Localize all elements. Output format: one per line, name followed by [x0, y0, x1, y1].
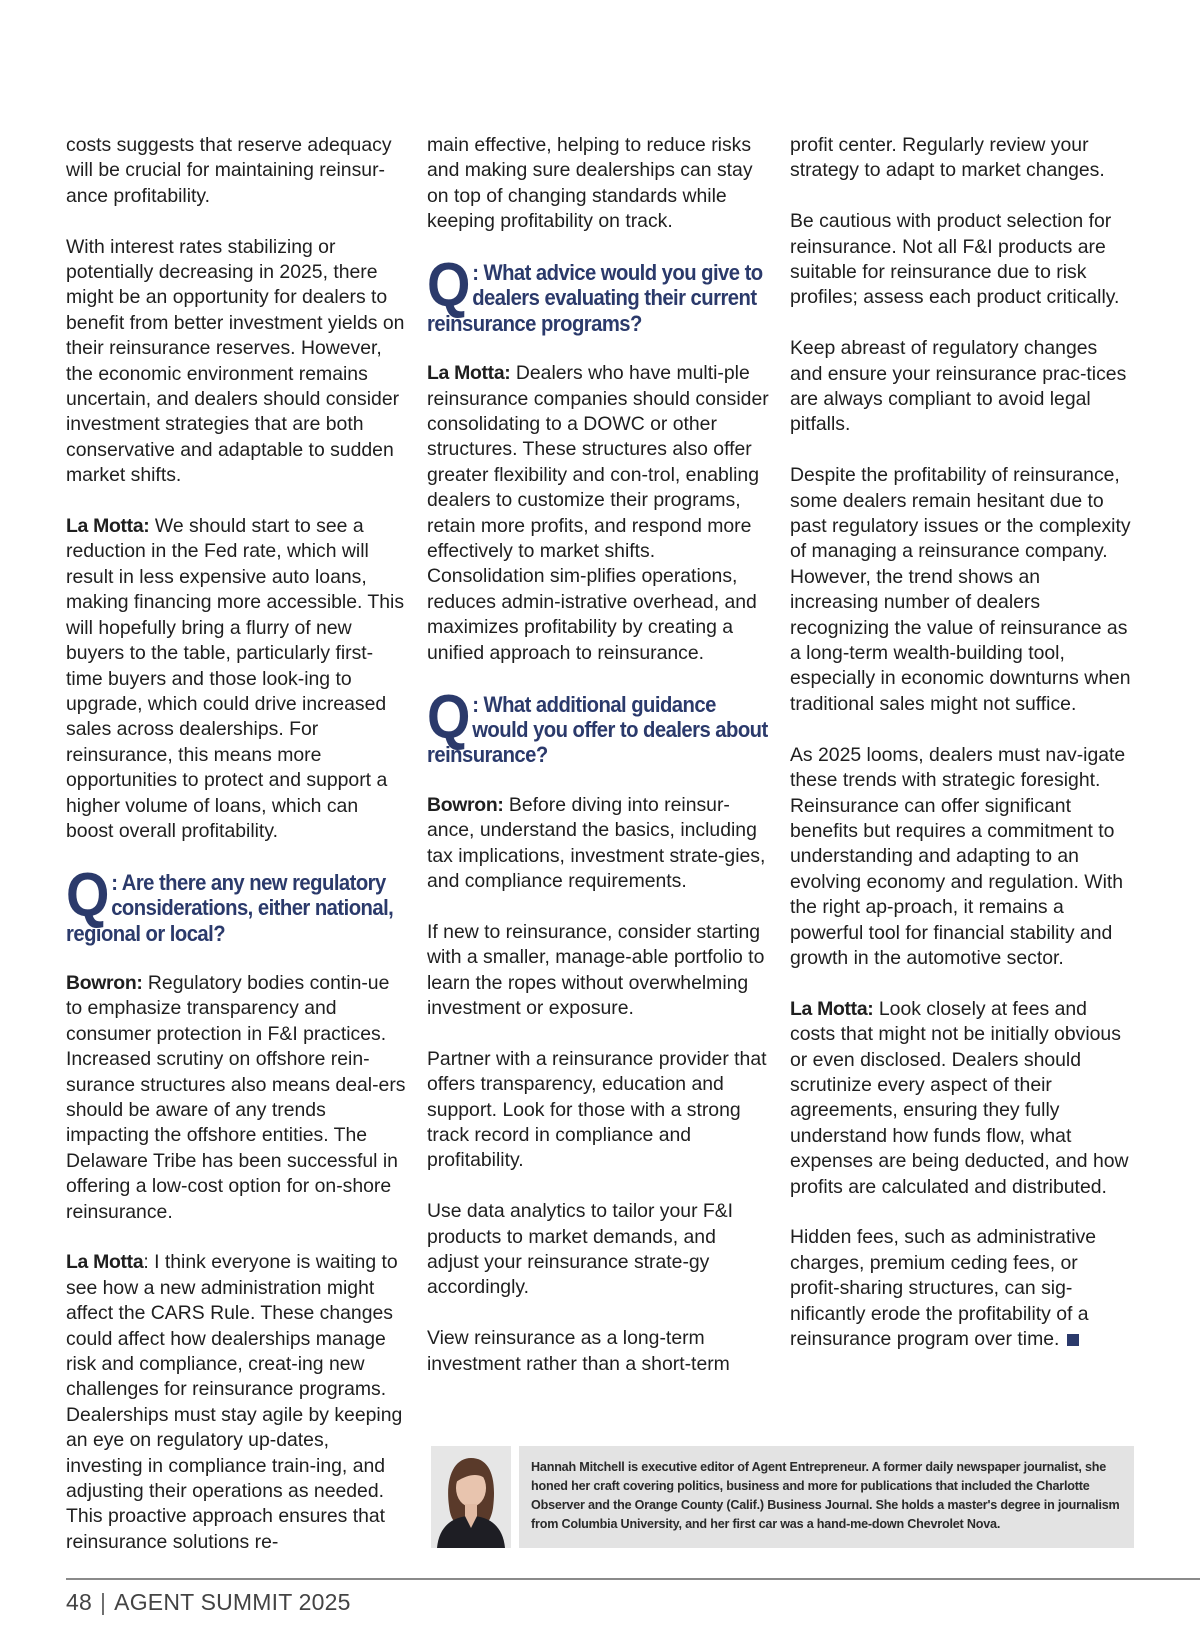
question-heading [66, 860, 413, 946]
page-number: 48 [66, 1589, 92, 1615]
paragraph-text: Regulatory bodies contin-ue to emphasize transparency and consumer protection in F&I practices. Increased scrutiny on offshore rein-surance structures also means deal-ers should be aware of any trends impacting the offshore entities. The Delaware Tribe has been successful in offering a low-cost option for on-shore reinsurance. [66, 971, 406, 1223]
speaker-name: Bowron: [427, 793, 504, 816]
paragraph [427, 361, 769, 666]
paragraph-text: Hidden fees, such as administrative charges, premium ceding fees, or profit-sharing structures, can sig-nificantly erode the profitability of a reinsurance program over time. [790, 1226, 1097, 1350]
paragraph: Keep abreast of regulatory changes and ensure your reinsurance prac-tices are always compliant to avoid legal pitfalls. [790, 337, 1127, 436]
paragraph [790, 1225, 1132, 1352]
paragraph: Despite the profitability of reinsurance, some dealers remain hesitant due to past regulatory issues or the complexity of managing a reinsurance company. However, the trend shows an increasing number of dealers recognizing the value of reinsurance as a long-term wealth-building tool, especially in economic downturns when traditional sales might not suffice. [790, 464, 1131, 715]
publication-name: AGENT SUMMIT 2025 [114, 1589, 351, 1615]
end-mark-icon [1067, 1334, 1079, 1346]
column-3 [790, 133, 1132, 1352]
author-bio-text: Hannah Mitchell is executive editor of Agent Entrepreneur. A former daily newspaper journalist, she honed her craft covering politics, business and more for publications that included the Charlotte Observer and the Orange County (Calif.) Business Journal. She holds a master's degree in journalism from Columbia University, and her first car was a hand-me-down Chevrolet Nova. [519, 1446, 1134, 1548]
question-letter: Q [427, 682, 469, 752]
paragraph: As 2025 looms, dealers must nav-igate these trends with strategic foresight. Reinsurance can offer significant benefits but requires a commitment to understanding and adapting to an evolving economy and regulation. With the right ap-proach, it remains a powerful tool for financial stability and growth in the automotive sector. [790, 743, 1126, 969]
author-bio [431, 1446, 1134, 1548]
question-heading [427, 251, 774, 336]
question-text: : What additional guidance would you offer to dealers about reinsurance? [427, 691, 768, 768]
paragraph: With interest rates stabilizing or potentially decreasing in 2025, there might be an opportunity for dealers to benefit from better investment yields on their reinsurance reserves. However, the economic environment remains uncertain, and dealers should consider investment strategies that are both conservative and adaptable to sudden market shifts. [66, 235, 405, 487]
paragraph-text: Look closely at fees and costs that might not be initially obvious or even disclosed. Dealers should scrutinize every aspect of their agreements, ensuring they fully understand how funds flow, what expenses are being deducted, and how profits are calculated and distributed. [790, 997, 1129, 1198]
column-1 [66, 133, 408, 1555]
paragraph [66, 1250, 408, 1555]
paragraph-text: : I think everyone is waiting to see how a new administration might affect the CARS Rule. These changes could affect how dealerships manage risk and compliance, creat-ing new challenges for reinsurance programs. Dealerships must stay agile by keeping an eye on regulatory up-dates, investing in compliance train-ing, and adjusting their operations as needed. This proactive approach ensures that reinsurance solutions re- [66, 1251, 403, 1553]
paragraph: Use data analytics to tailor your F&I products to market demands, and adjust your reinsurance strate-gy accordingly. [427, 1200, 734, 1299]
author-photo [431, 1446, 511, 1548]
column-2 [427, 133, 769, 1377]
paragraph-text: We should start to see a reduction in the Fed rate, which will result in less expensive auto loans, making financing more accessible. This will hopefully bring a flurry of new buyers to the table, particularly first-time buyers and those look-ing to upgrade, which could drive increased sales across dealerships. For reinsurance, this means more opportunities to protect and support a higher volume of loans, which can boost overall profitability. [66, 515, 405, 842]
paragraph-text: Dealers who have multi-ple reinsurance companies should consider consolidating to a DOWC or other structures. These structures also offer greater flexibility and con-trol, enabling dealers to customize their programs, retain more profits, and respond more effectively to market shifts. Consolidation sim-plifies operations, reduces admin-istrative overhead, and maximizes profitability by creating a unified approach to reinsurance. [427, 362, 769, 664]
speaker-name: La Motta [66, 1251, 144, 1274]
question-text: : Are there any new regulatory considerations, either national, regional or local? [66, 869, 394, 946]
speaker-name: La Motta: [790, 997, 874, 1020]
question-heading [427, 682, 774, 768]
paragraph: Partner with a reinsurance provider that offers transparency, education and support. Look for those with a strong track record in compliance and profitability. [427, 1047, 767, 1172]
speaker-name: La Motta: [427, 362, 511, 385]
speaker-name: La Motta: [66, 515, 150, 538]
page-footer [66, 1587, 351, 1617]
paragraph [427, 793, 769, 895]
question-text: : What advice would you give to dealers evaluating their current reinsurance programs? [427, 260, 763, 336]
paragraph-text: Before diving into reinsur-ance, understand the basics, including tax implications, investment strate-gies, and compliance requirements. [427, 793, 766, 892]
paragraph: main effective, helping to reduce risks and making sure dealerships can stay on top of changing standards while keeping profitability on track. [427, 134, 753, 233]
footer-rule [66, 1578, 1200, 1580]
paragraph: Be cautious with product selection for reinsurance. Not all F&I products are suitable for reinsurance due to risk profiles; assess each product critically. [790, 210, 1120, 309]
speaker-name: Bowron: [66, 971, 143, 994]
paragraph: If new to reinsurance, consider starting with a smaller, manage-able portfolio to learn the ropes without overwhelming investment or exposure. [427, 920, 765, 1019]
paragraph [66, 971, 408, 1225]
paragraph [790, 997, 1132, 1200]
footer-separator: | [99, 1589, 107, 1615]
paragraph: View reinsurance as a long-term investment rather than a short-term [427, 1327, 730, 1375]
paragraph: costs suggests that reserve adequacy will be crucial for maintaining reinsur-ance profitability. [66, 134, 392, 207]
author-portrait-icon [431, 1446, 511, 1548]
paragraph [66, 514, 408, 844]
question-letter: Q [427, 251, 469, 321]
paragraph: profit center. Regularly review your strategy to adapt to market changes. [790, 134, 1105, 182]
question-letter: Q [66, 860, 108, 930]
